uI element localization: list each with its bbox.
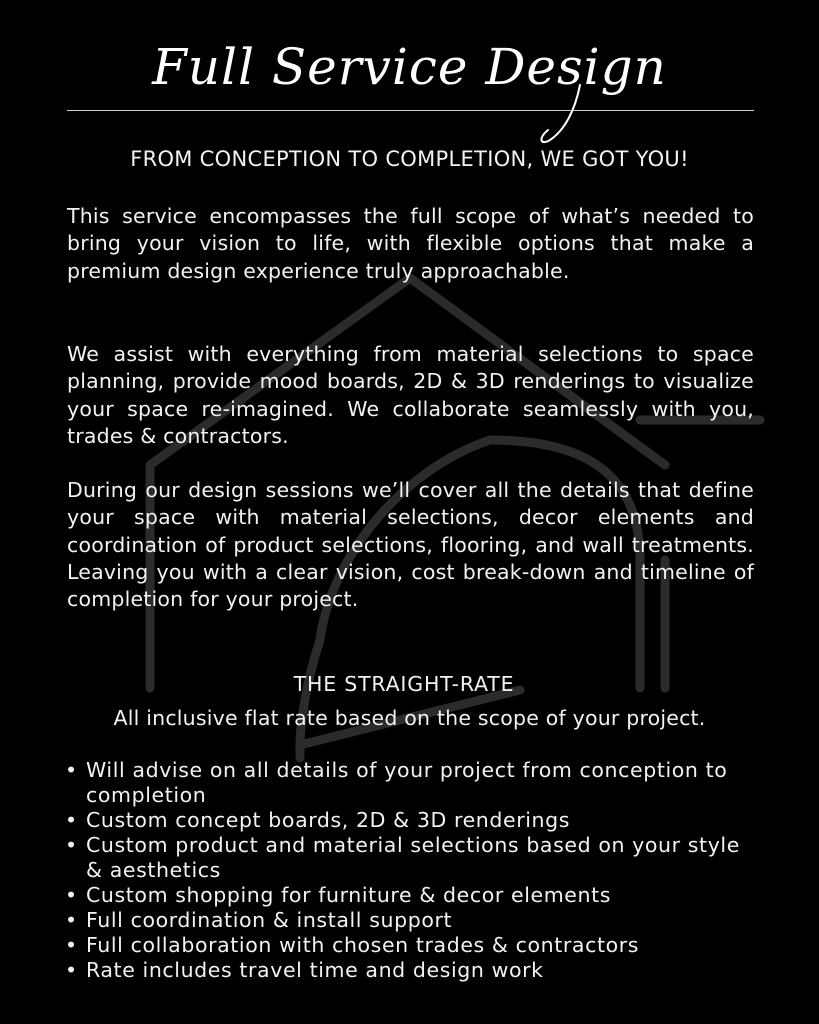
bullet-icon: • — [65, 908, 78, 932]
list-item-text: Custom shopping for furniture & decor elements — [86, 883, 612, 907]
bullet-icon: • — [65, 758, 78, 782]
list-item — [62, 908, 762, 933]
list-item — [62, 808, 762, 833]
list-item-text: Custom product and material selections based on your style & aesthetics — [86, 833, 740, 882]
tagline: FROM CONCEPTION TO COMPLETION, WE GOT YOU! — [130, 147, 689, 171]
feature-list — [62, 758, 762, 983]
title-divider — [67, 110, 754, 111]
bullet-icon: • — [65, 808, 78, 832]
bullet-icon: • — [65, 958, 78, 982]
list-item-text: Full collaboration with chosen trades & contractors — [86, 933, 640, 957]
list-item-text: Will advise on all details of your project from conception to completion — [86, 758, 728, 807]
page-title: Full Service Design — [152, 38, 667, 96]
list-item-text: Full coordination & install support — [86, 908, 453, 932]
intro-paragraph: This service encompasses the full scope of what’s needed to bring your vision to life, with flexible options that make a premium design experience truly approachable. — [67, 204, 754, 283]
list-item — [62, 833, 762, 883]
rate-description: All inclusive flat rate based on the scope of your project. — [113, 706, 706, 730]
list-item — [62, 933, 762, 958]
services-paragraph: We assist with everything from material selections to space planning, provide mood boards, 2D & 3D renderings to visualize your space re-imagined. We collaborate seamlessly with you, trades & contractors. — [67, 342, 754, 448]
bullet-icon: • — [65, 933, 78, 957]
title-flourish-icon — [520, 80, 610, 150]
list-item — [62, 958, 762, 983]
list-item-text: Custom concept boards, 2D & 3D renderings — [86, 808, 571, 832]
rate-heading: THE STRAIGHT-RATE — [293, 672, 515, 696]
bullet-icon: • — [65, 883, 78, 907]
sessions-paragraph: During our design sessions we’ll cover all the details that define your space with material selections, decor elements and coordination of product selections, flooring, and wall treatments. Leaving you with a clear vision, cost break-down and timeline of completion for your project. — [67, 478, 754, 612]
list-item — [62, 883, 762, 908]
list-item-text: Rate includes travel time and design work — [86, 958, 544, 982]
list-item — [62, 758, 762, 808]
bullet-icon: • — [65, 833, 78, 857]
